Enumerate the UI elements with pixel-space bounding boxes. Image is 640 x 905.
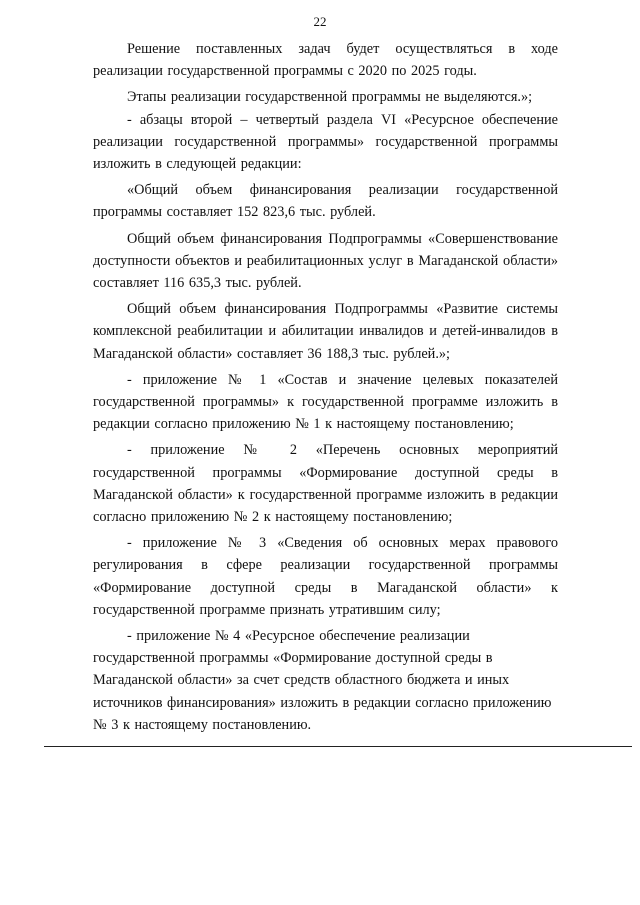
paragraph-9: - приложение № 3 «Сведения об основных мерах правового регулирования в сфере реализации государственной программы «Формирование доступной среды в Магаданской области» к государственной программе признать утратившим силу; (93, 535, 558, 618)
paragraph-1: Решение поставленных задач будет осуществляться в ходе реализации государственной программы с 2020 по 2025 годы. (93, 41, 558, 80)
paragraph-8: - приложение № 2 «Перечень основных мероприятий государственной программы «Формирование доступной среды в Магаданской области» к государственной программе изложить в редакции согласно приложению № 2 к настоящему постановлению; (93, 442, 558, 526)
page-number: 22 (313, 14, 327, 29)
paragraph-6: Общий объем финансирования Подпрограммы «Развитие системы комплексной реабилитации и абилитации инвалидов и детей-инвалидов в Магаданской области» составляет 36 188,3 тыс. рублей.»; (93, 301, 558, 362)
footer-divider (44, 746, 632, 747)
paragraph-3: - абзацы второй – четвертый раздела VI «Ресурсное обеспечение реализации государственной программы» государственной программы изложить в следующей редакции: (93, 111, 558, 173)
paragraph-2: Этапы реализации государственной программы не выделяются.»; (127, 89, 533, 106)
document-body (93, 38, 558, 736)
paragraph-7: - приложение № 1 «Состав и значение целевых показателей государственной программы» к государственной программе изложить в редакции согласно приложению № 1 к настоящему постановлению; (93, 371, 558, 433)
paragraph-10: - приложение № 4 «Ресурсное обеспечение реализации государственной программы «Формирование доступной среды в Магаданской области» за счет средств областного бюджета и иных источников финансирования» изложить в редакции согласно приложению № 3 к настоящему постановлению. (93, 628, 552, 733)
paragraph-5: Общий объем финансирования Подпрограммы «Совершенствование доступности объектов и реабилитационных услуг в Магаданской области» составляет 116 635,3 тыс. рублей. (93, 230, 558, 292)
paragraph-4: «Общий объем финансирования реализации государственной программы составляет 152 823,6 тыс. рублей. (93, 182, 558, 221)
